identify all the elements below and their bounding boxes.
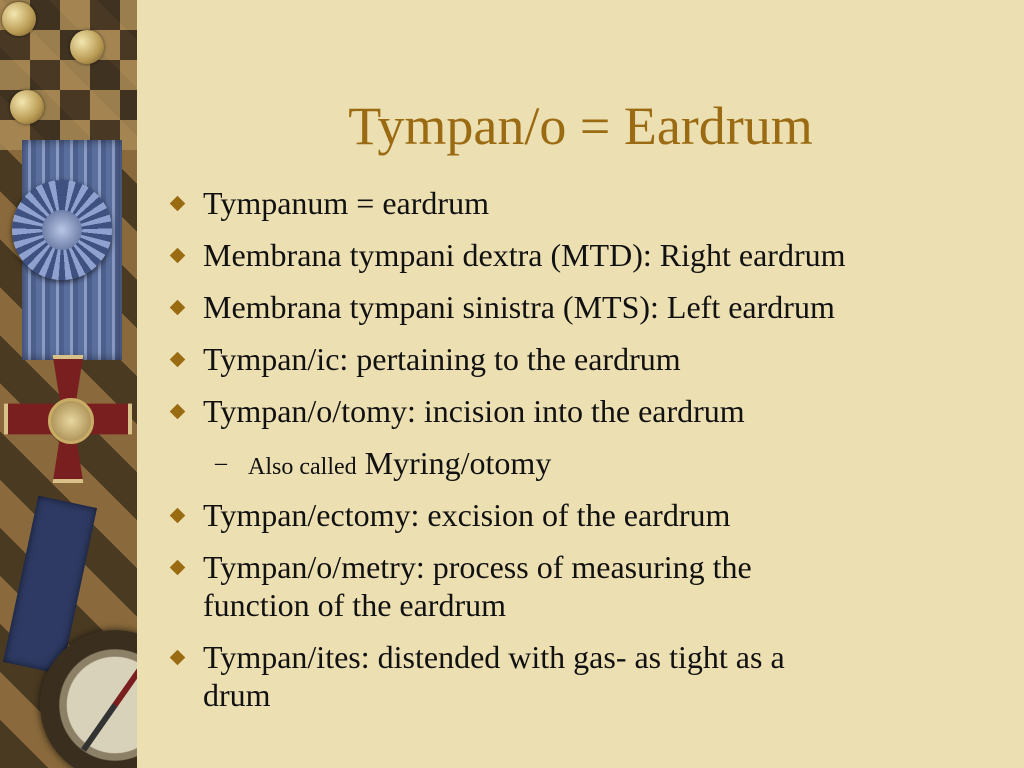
bullet-text: Tympan/ic: pertaining to the eardrum [203,341,681,377]
bullet-text: Tympanum = eardrum [203,185,489,221]
bullet-text-line: Tympan/ites: distended with gas- as tight as a [203,639,785,675]
brass-button-icon [10,90,44,124]
sub-bullet-item [168,444,1013,496]
bullet-item [168,184,1013,236]
brass-button-icon [2,2,36,36]
diamond-bullet-icon [170,508,186,524]
bullet-item [168,288,1013,340]
bullet-item [168,496,1013,548]
bullet-text: Tympan/o/tomy: incision into the eardrum [203,393,745,429]
diamond-bullet-icon [170,196,186,212]
bullet-item [168,236,1013,288]
ribbon-rosette [12,180,112,280]
sub-bullet-term: Myring/otomy [364,445,552,481]
bullet-text-line: drum [203,677,271,713]
diamond-bullet-icon [170,650,186,666]
bullet-text: Membrana tympani sinistra (MTS): Left eardrum [203,289,835,325]
sub-bullet-prefix: Also called [248,454,357,480]
bullet-text: Membrana tympani dextra (MTD): Right eardrum [203,237,846,273]
bullet-text-line: function of the eardrum [203,587,506,623]
diamond-bullet-icon [170,404,186,420]
bullet-item [168,340,1013,392]
bullet-item [168,548,1013,638]
diamond-bullet-icon [170,248,186,264]
diamond-bullet-icon [170,560,186,576]
bullet-text: Tympan/ectomy: excision of the eardrum [203,497,731,533]
diamond-bullet-icon [170,352,186,368]
slide-title: Tympan/o = Eardrum [348,96,813,156]
diamond-bullet-icon [170,300,186,316]
decorative-medal-collage [0,0,137,768]
bullet-item [168,638,1013,728]
bullet-item [168,392,1013,444]
brass-button-icon [70,30,104,64]
bullet-text-line: Tympan/o/metry: process of measuring the [203,549,752,585]
medal-center [48,398,94,444]
dash-bullet: – [215,450,227,476]
bullet-list [168,184,1013,728]
